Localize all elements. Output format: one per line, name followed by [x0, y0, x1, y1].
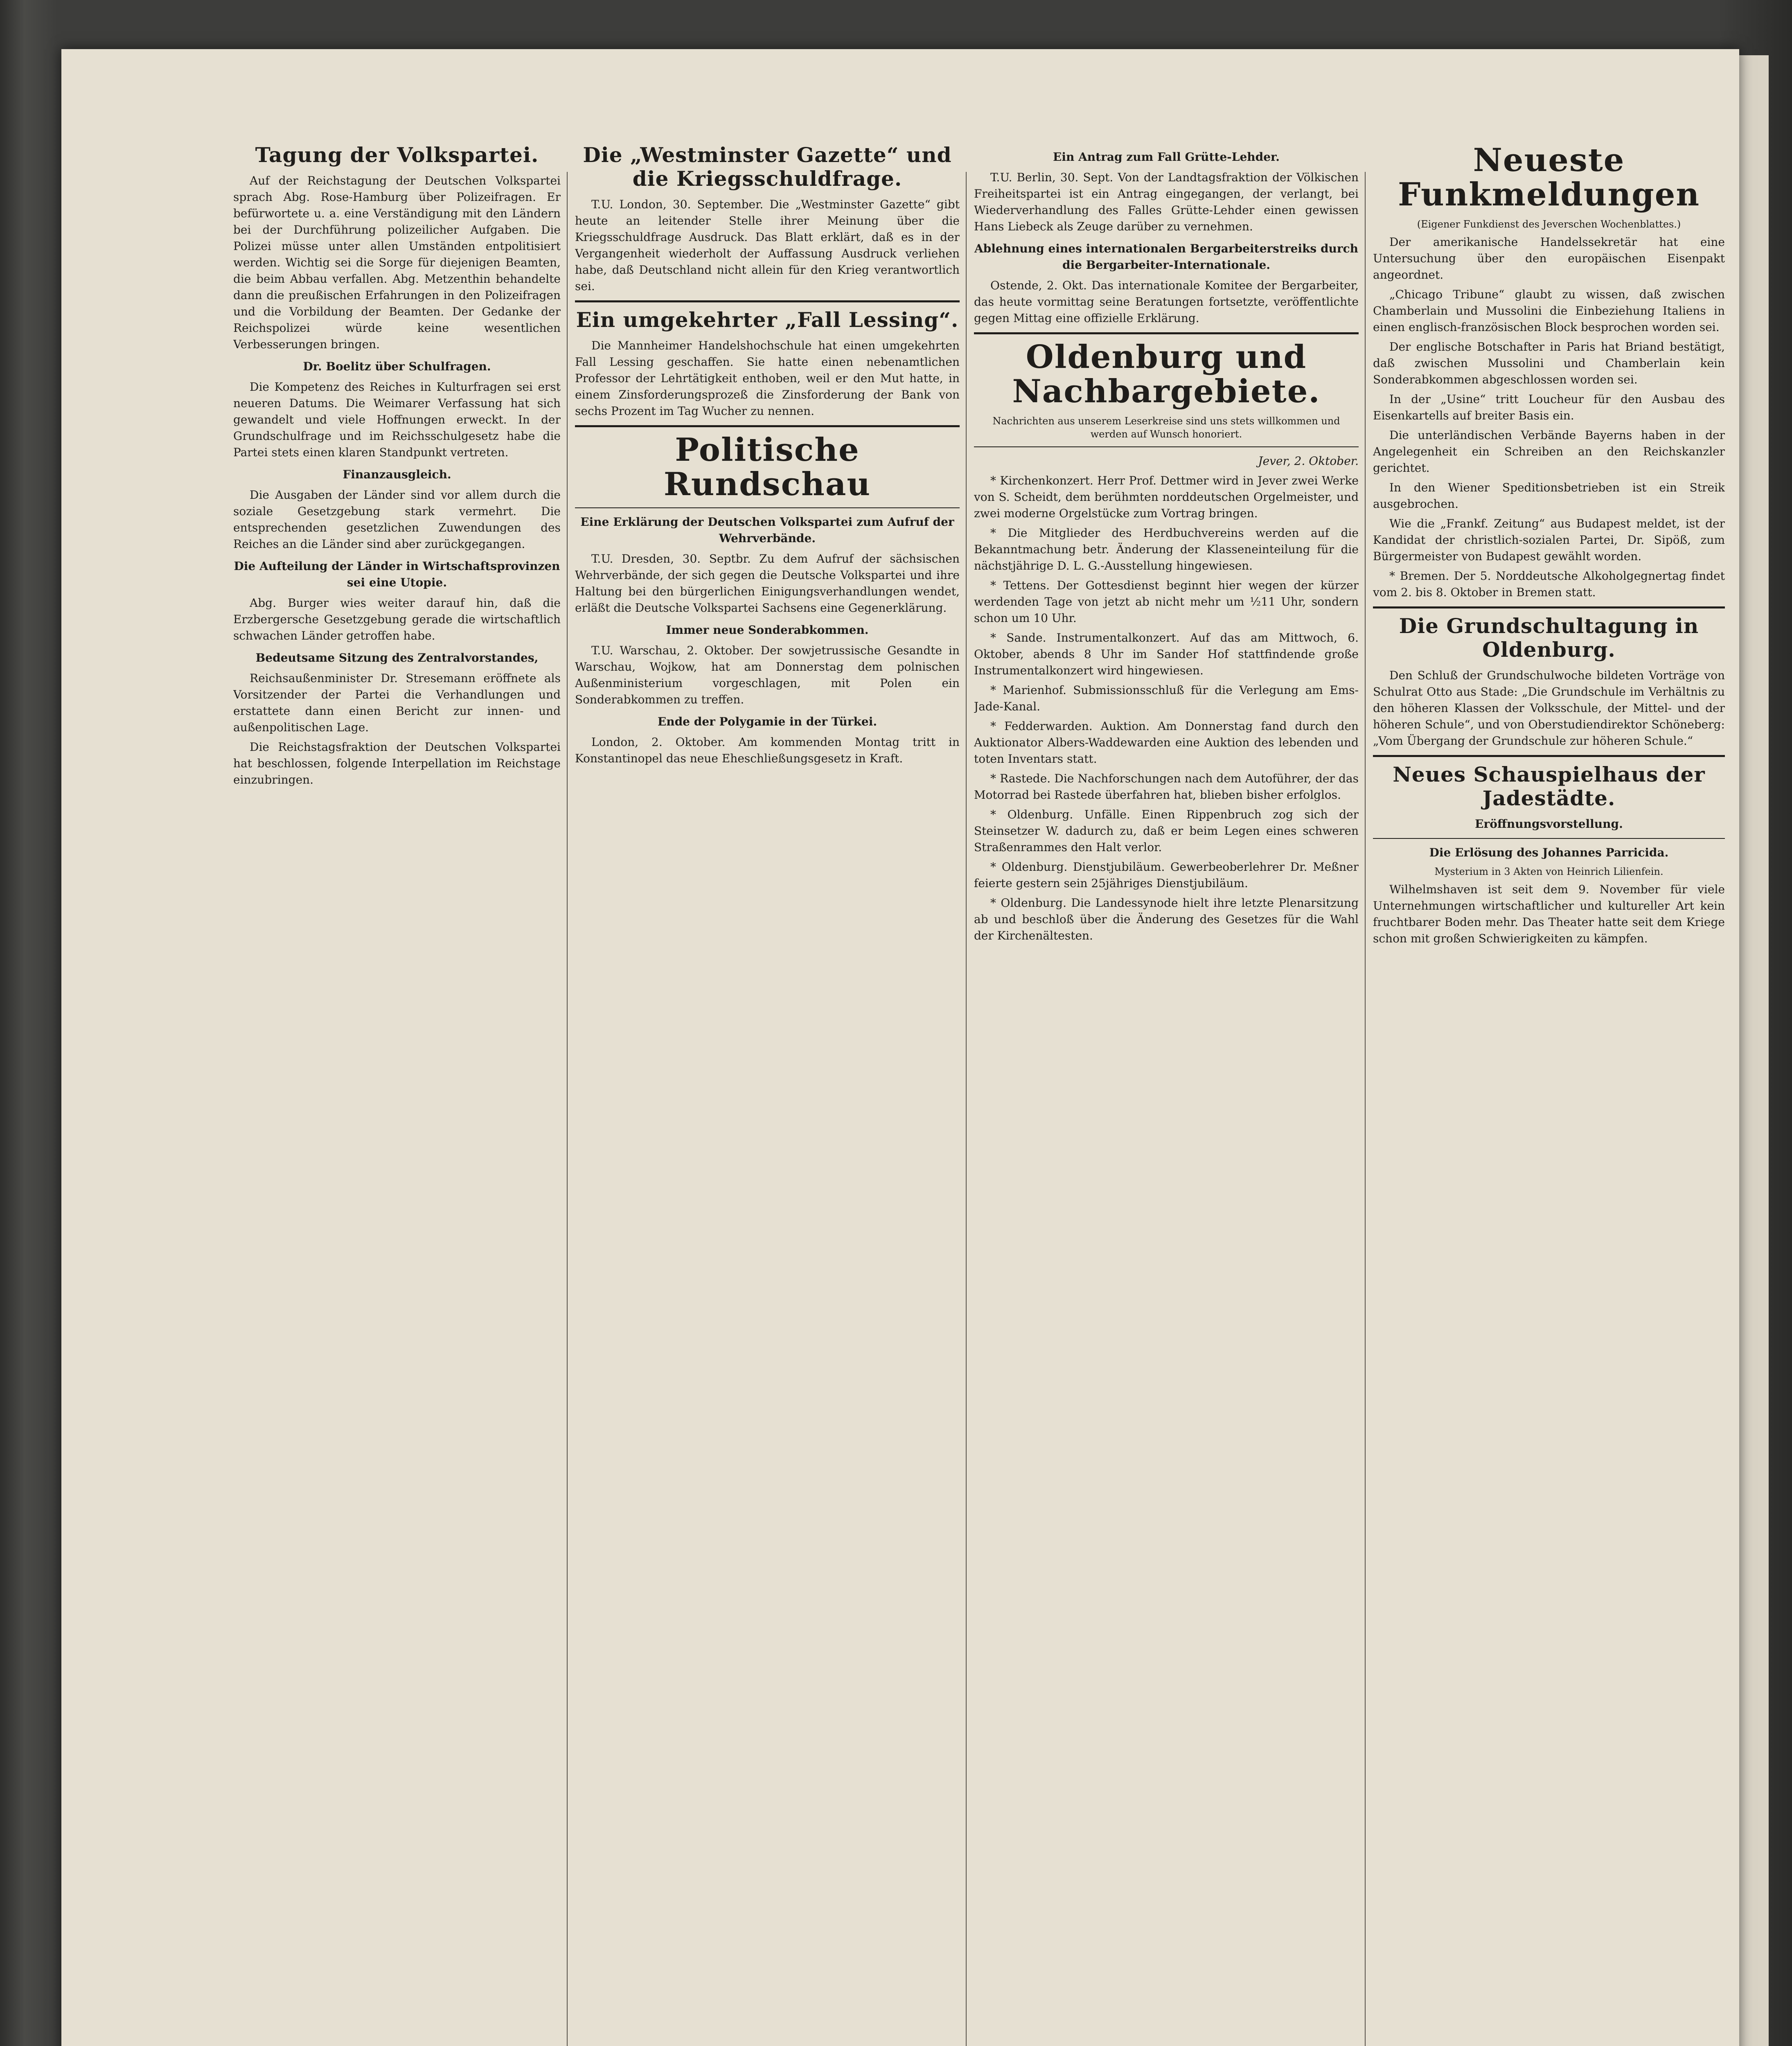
headline: Ein Antrag zum Fall Grütte-Lehder. — [1053, 150, 1280, 164]
article-antrag-grutte-lehder — [974, 149, 1359, 327]
paragraph: Auf der Reichstagung der Deutschen Volkspartei sprach Abg. Rose-Hamburg über Polizeifragen. Er befürwortete u. a. eine Verständigung mit den Ländern bei der Durchführung polizeilicher Aufgaben. Die Polizei müsse unter allen Umständen entpolitisiert werden. Wichtig sei die Sorge für diejenigen Beamten, die beim Abbau verfallen. Abg. Metzenthin behandelte dann die preußischen Erfahrungen in den Polizeifragen und die Vorbildung der Beamten. Der Gedanke der Reichspolizei würde keine wesentlichen Verbesserungen bringen. — [233, 174, 561, 351]
column-divider — [567, 172, 568, 2046]
subheading: Ablehnung eines internationalen Bergarbeiterstreiks durch die Bergarbeiter-Internationale. — [974, 242, 1359, 272]
paragraph: T.U. Dresden, 30. Septbr. Zu dem Aufruf der sächsischen Wehrverbände, der sich gegen die Deutsche Volkspartei und ihre Haltung bei den bürgerlichen Einigungsverhandlungen wendet, erläßt die Deutsche Volkspartei Sachsens eine Gegenerklärung. — [575, 552, 960, 615]
column-3 — [974, 143, 1359, 2046]
note: (Eigener Funkdienst des Jeverschen Wochenblattes.) — [1417, 219, 1681, 230]
subheading: Ende der Polygamie in der Türkei. — [657, 715, 877, 728]
newspaper-page — [61, 49, 1739, 2046]
section-rule — [575, 425, 960, 427]
article-tagung-volkspartei — [233, 143, 561, 788]
column-divider — [1365, 172, 1366, 2046]
dateline: Jever, 2. Oktober. — [1258, 454, 1359, 468]
section-rule — [1373, 838, 1725, 839]
headline: Tagung der Volkspartei. — [255, 143, 539, 167]
article-fall-lessing — [575, 308, 960, 419]
paragraph: Ostende, 2. Okt. Das internationale Komitee der Bergarbeiter, das heute vormittag seine Beratungen fortsetzte, veröffentlichte gegen Mittag eine offizielle Erklärung. — [974, 279, 1359, 325]
section-rule — [575, 300, 960, 302]
headline: Ein umgekehrter „Fall Lessing“. — [576, 308, 959, 332]
article-grundschultagung — [1373, 614, 1725, 749]
section-rule — [974, 332, 1359, 334]
paragraph: T.U. Warschau, 2. Oktober. Der sowjetrussische Gesandte in Warschau, Wojkow, hat am Donnerstag dem polnischen Außenministerium vorgeschlagen, mit Polen ein Sonderabkommen zu treffen. — [575, 644, 960, 706]
paragraph: T.U. Berlin, 30. Sept. Von der Landtagsfraktion der Völkischen Freiheitspartei ist ein Antrag eingegangen, der verlangt, bei Wiederverhandlung des Falles Grütte-Lehder einen gewissen Hans Liebeck als Zeuge darüber zu vernehmen. — [974, 171, 1359, 233]
article-funkmeldungen — [1373, 143, 1725, 601]
paragraph: * Oldenburg. Unfälle. Einen Rippenbruch zog sich der Steinsetzer W. dadurch zu, daß er beim Legen eines schweren Straßenrammes den Halt verlor. — [974, 808, 1359, 854]
subheading: Bedeutsame Sitzung des Zentralvorstandes, — [255, 651, 539, 665]
column-2 — [575, 143, 960, 2046]
facing-page-edge — [1739, 55, 1769, 2046]
paragraph: Abg. Burger wies weiter darauf hin, daß die Erzbergersche Gesetzgebung gerade die wirtschaftlich schwachen Länder getroffen habe. — [233, 596, 561, 642]
section-rule — [1373, 606, 1725, 608]
subheading: Dr. Boelitz über Schulfragen. — [303, 360, 491, 373]
headline: Oldenburg und Nachbargebiete. — [1012, 338, 1321, 410]
section-rule — [575, 507, 960, 508]
paragraph: * Bremen. Der 5. Norddeutsche Alkoholgegnertag findet vom 2. bis 8. Oktober in Bremen statt. — [1373, 569, 1725, 599]
paragraph: London, 2. Oktober. Am kommenden Montag tritt in Konstantinopel das neue Eheschließungsgesetz in Kraft. — [575, 735, 960, 765]
headline: Politische Rundschau — [663, 431, 871, 503]
headline: Die Grundschultagung in Oldenburg. — [1399, 614, 1699, 662]
paragraph: T.U. London, 30. September. Die „Westminster Gazette“ gibt heute an leitender Stelle ihrer Meinung über die Kriegsschuldfrage Ausdruck. Das Blatt erklärt, daß es in der Vergangenheit wiederholt der Auffassung Ausdruck verliehen habe, daß Deutschland nicht allein für den Krieg verantwortlich sei. — [575, 198, 960, 293]
paragraph: * Oldenburg. Die Landessynode hielt ihre letzte Plenarsitzung ab und beschloß über die Änderung des Gesetzes für die Wahl der Kirchenältesten. — [974, 896, 1359, 942]
paragraph: Mysterium in 3 Akten von Heinrich Lilienfein. — [1434, 866, 1664, 877]
paragraph: Die Reichstagsfraktion der Deutschen Volkspartei hat beschlossen, folgende Interpellation im Reichstage einzubringen. — [233, 740, 561, 786]
paragraph: „Chicago Tribune“ glaubt zu wissen, daß zwischen Chamberlain und Mussolini die Einbeziehung Italiens in einen englisch-französischen Block besprochen worden sei. — [1373, 288, 1725, 334]
subheading: Die Erlösung des Johannes Parricida. — [1429, 846, 1669, 859]
article-schauspielhaus — [1373, 763, 1725, 947]
paragraph: Der englische Botschafter in Paris hat Briand bestätigt, daß zwischen Mussolini und Chamberlain kein Sonderabkommen abgeschlossen worden sei. — [1373, 340, 1725, 386]
headline: Neueste Funkmeldungen — [1398, 143, 1700, 213]
article-oldenburg-nachbargebiete — [974, 340, 1359, 944]
note: Nachrichten aus unserem Leserkreise sind uns stets willkommen und werden auf Wunsch honoriert. — [992, 415, 1340, 440]
paragraph: * Kirchenkonzert. Herr Prof. Dettmer wird in Jever zwei Werke von S. Scheidt, dem berühmten norddeutschen Orgelmeister, und zwei moderne Orgelstücke zum Vortrag bringen. — [974, 474, 1359, 520]
paragraph: Der amerikanische Handelssekretär hat eine Untersuchung über den europäischen Eisenpakt angeordnet. — [1373, 235, 1725, 282]
paragraph: Die unterländischen Verbände Bayerns haben in der Angelegenheit ein Schreiben an den Reichskanzler gerichtet. — [1373, 428, 1725, 475]
subheading: Eine Erklärung der Deutschen Volkspartei zum Aufruf der Wehrverbände. — [580, 515, 954, 545]
paragraph: In der „Usine“ tritt Loucheur für den Ausbau des Eisenkartells auf breiter Basis ein. — [1373, 392, 1725, 422]
paragraph: Den Schluß der Grundschulwoche bildeten Vorträge von Schulrat Otto aus Stade: „Die Grundschule im Verhältnis zu den höheren Klassen der Volksschule, der Mittel- und der höheren Schule“, und von Oberstudiendirektor Schöneberg: „Vom Übergang der Grundschule zur höheren Schule.“ — [1373, 669, 1725, 748]
paragraph: Reichsaußenminister Dr. Stresemann eröffnete als Vorsitzender der Partei die Verhandlungen und erstattete dann einen Bericht zur innen- und außenpolitischen Lage. — [233, 671, 561, 734]
column-4 — [1373, 143, 1725, 2046]
paragraph: Die Mannheimer Handelshochschule hat einen umgekehrten Fall Lessing geschaffen. Sie hatte einen nebenamtlichen Professor der Lehrtätigkeit enthoben, weil er den Mut hatte, in einem Zinsforderungsprozeß die Zinsforderung der Bank von sechs Prozent im Tag Wucher zu nennen. — [575, 339, 960, 418]
paragraph: * Oldenburg. Dienstjubiläum. Gewerbeoberlehrer Dr. Meßner feierte gestern sein 25jähriges Dienstjubiläum. — [974, 860, 1359, 890]
subheading: Die Aufteilung der Länder in Wirtschaftsprovinzen sei eine Utopie. — [234, 559, 560, 589]
paragraph: Die Ausgaben der Länder sind vor allem durch die soziale Gesetzgebung stark vermehrt. Die entsprechenden gesetzlichen Zuwendungen des Reiches an die Länder sind aber zurückgegangen. — [233, 488, 561, 551]
paragraph: * Marienhof. Submissionsschluß für die Verlegung am Ems-Jade-Kanal. — [974, 683, 1359, 713]
subheading: Immer neue Sonderabkommen. — [666, 623, 869, 637]
paragraph: * Rastede. Die Nachforschungen nach dem Autoführer, der das Motorrad bei Rastede überfahren hat, blieben bisher erfolglos. — [974, 772, 1359, 802]
paragraph: * Sande. Instrumentalkonzert. Auf das am Mittwoch, 6. Oktober, abends 8 Uhr im Sander Hof stattfindende große Instrumentalkonzert wird hingewiesen. — [974, 631, 1359, 677]
paragraph: * Fedderwarden. Auktion. Am Donnerstag fand durch den Auktionator Albers-Waddewarden eine Auktion des lebenden und toten Inventars statt. — [974, 719, 1359, 766]
article-politische-rundschau — [575, 433, 960, 767]
paragraph: * Tettens. Der Gottesdienst beginnt hier wegen der kürzer werdenden Tage von jetzt ab nicht mehr um ½11 Uhr, sondern schon um 10 Uhr. — [974, 579, 1359, 625]
section-rule — [1373, 755, 1725, 757]
subheading: Eröffnungsvorstellung. — [1475, 817, 1623, 831]
section-rule — [974, 446, 1359, 447]
paragraph: Wilhelmshaven ist seit dem 9. November für viele Unternehmungen wirtschaftlicher und kultureller Art kein fruchtbarer Boden mehr. Das Theater hatte seit dem Kriege schon mit großen Schwierigkeiten zu kämpfen. — [1373, 883, 1725, 945]
column-1 — [233, 143, 561, 2046]
paragraph: In den Wiener Speditionsbetrieben ist ein Streik ausgebrochen. — [1373, 481, 1725, 511]
paragraph: Wie die „Frankf. Zeitung“ aus Budapest meldet, ist der Kandidat der christlich-sozialen Partei, Dr. Sipöß, zum Bürgermeister von Budapest gewählt worden. — [1373, 517, 1725, 563]
subheading: Finanzausgleich. — [343, 468, 451, 481]
headline: Die „Westminster Gazette“ und die Kriegsschuldfrage. — [583, 143, 952, 191]
column-divider — [966, 172, 967, 2046]
paragraph: Die Kompetenz des Reiches in Kulturfragen sei erst neueren Datums. Die Weimarer Verfassung hat sich gewandelt und viele Hoffnungen erweckt. In der Grundschulfrage und im Reichsschulgesetz habe die Partei stets einen klaren Standpunkt vertreten. — [233, 380, 561, 459]
article-westminster-gazette — [575, 143, 960, 295]
paragraph: * Die Mitglieder des Herdbuchvereins werden auf die Bekanntmachung betr. Änderung der Klasseneinteilung für die nächstjährige D. L. G.-Ausstellung hingewiesen. — [974, 526, 1359, 572]
headline: Neues Schauspielhaus der Jadestädte. — [1393, 762, 1705, 810]
